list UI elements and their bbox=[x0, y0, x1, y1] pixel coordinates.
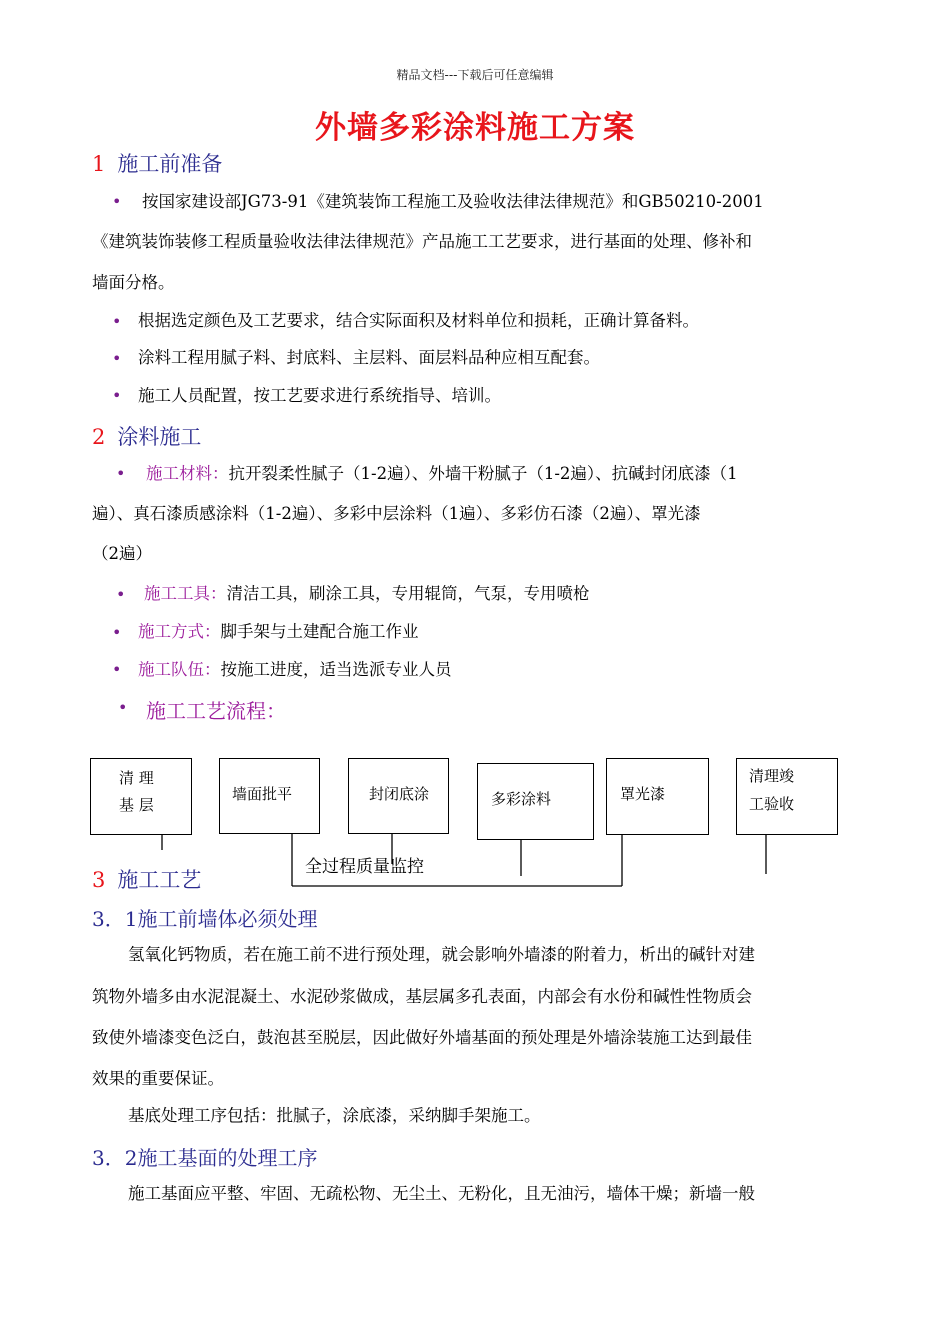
flow-step-2 bbox=[219, 758, 320, 834]
bullet-icon: • bbox=[112, 349, 122, 368]
section-1-number: 1 bbox=[92, 152, 106, 176]
flow-title: 施工工艺流程： bbox=[146, 699, 286, 723]
flow-monitor-label: 全过程质量监控 bbox=[305, 857, 424, 877]
materials-text: 抗开裂柔性腻子（1-2遍）、外墙干粉腻子（1-2遍）、抗碱封闭底漆（1 bbox=[228, 464, 738, 483]
s2-materials-line2: 遍）、真石漆质感涂料（1-2遍）、多彩中层涂料（1遍）、多彩仿石漆（2遍）、罩光漆 bbox=[92, 504, 701, 523]
section-3-heading bbox=[92, 864, 201, 894]
s3-p1-line1: 氢氧化钙物质，若在施工前不进行预处理，就会影响外墙漆的附着力，析出的碱针对建 bbox=[128, 945, 755, 964]
document-title: 外墙多彩涂料施工方案 bbox=[315, 110, 635, 146]
flow-step-1-line1: 清 理 bbox=[119, 769, 154, 787]
flow-step-4 bbox=[477, 763, 594, 840]
tools-text: 清洁工具，刷涂工具，专用辊筒，气泵，专用喷枪 bbox=[226, 584, 590, 603]
subsection-3-2-heading: 3．2施工基面的处理工序 bbox=[92, 1146, 318, 1170]
team-text: 按施工进度，适当选派专业人员 bbox=[220, 660, 452, 679]
flow-step-6-line2: 工验收 bbox=[749, 795, 795, 813]
flow-step-5 bbox=[606, 758, 709, 835]
flow-step-6-line1: 清理竣 bbox=[749, 767, 795, 785]
flow-step-1-line2: 基 层 bbox=[119, 796, 154, 814]
s3-p3: 施工基面应平整、牢固、无疏松物、无尘土、无粉化，且无油污，墙体干燥；新墙一般 bbox=[128, 1184, 755, 1203]
s1-bullet1-line2: 《建筑装饰装修工程质量验收法律法律规范》产品施工工艺要求，进行基面的处理、修补和 bbox=[92, 232, 752, 251]
flow-step-2-label: 墙面批平 bbox=[232, 785, 293, 803]
bullet-icon: • bbox=[112, 623, 122, 642]
s3-p1-line3: 致使外墙漆变色泛白，鼓泡甚至脱层，因此做好外墙基面的预处理是外墙涂装施工达到最佳 bbox=[92, 1028, 752, 1047]
bullet-icon: • bbox=[116, 464, 126, 483]
bullet-icon: • bbox=[116, 585, 126, 604]
header-watermark: 精品文档---下载后可任意编辑 bbox=[396, 68, 554, 82]
bullet-icon: • bbox=[118, 698, 128, 717]
tools-label: 施工工具： bbox=[144, 584, 227, 603]
section-3-title: 施工工艺 bbox=[117, 868, 202, 892]
bullet-icon: • bbox=[112, 386, 122, 405]
flow-step-6 bbox=[736, 758, 838, 835]
method-label: 施工方式： bbox=[138, 622, 221, 641]
section-2-title: 涂料施工 bbox=[117, 425, 202, 449]
section-2-number: 2 bbox=[92, 425, 106, 449]
s3-p1-line2: 筑物外墙多由水泥混凝土、水泥砂浆做成，基层属多孔表面，内部会有水份和碱性性物质会 bbox=[92, 987, 752, 1006]
s1-bullet3: 涂料工程用腻子料、封底料、主层料、面层料品种应相互配套。 bbox=[138, 348, 600, 367]
section-1-title: 施工前准备 bbox=[117, 152, 223, 176]
bullet-icon: • bbox=[112, 312, 122, 331]
materials-label: 施工材料： bbox=[146, 464, 229, 483]
s1-bullet1-line3: 墙面分格。 bbox=[92, 273, 175, 292]
section-3-number: 3 bbox=[92, 868, 106, 892]
flow-step-3 bbox=[348, 758, 449, 834]
bullet-icon: • bbox=[112, 660, 122, 679]
bullet-icon: • bbox=[112, 192, 122, 211]
s3-p1-line4: 效果的重要保证。 bbox=[92, 1069, 224, 1088]
s3-p2: 基底处理工序包括：批腻子，涂底漆，采纳脚手架施工。 bbox=[128, 1106, 541, 1125]
s1-bullet1-line1: 按国家建设部JG73-91《建筑装饰工程施工及验收法律法律规范》和GB50210-2001 bbox=[142, 192, 764, 211]
s1-bullet2: 根据选定颜色及工艺要求，结合实际面积及材料单位和损耗，正确计算备料。 bbox=[138, 311, 699, 330]
subsection-3-1-heading: 3．1施工前墙体必须处理 bbox=[92, 907, 318, 931]
method-text: 脚手架与土建配合施工作业 bbox=[220, 622, 419, 641]
s1-bullet4: 施工人员配置，按工艺要求进行系统指导、培训。 bbox=[138, 386, 501, 405]
flow-step-1 bbox=[90, 758, 192, 835]
flow-step-5-label: 罩光漆 bbox=[620, 785, 666, 803]
team-label: 施工队伍： bbox=[138, 660, 221, 679]
s2-materials-line3: （2遍） bbox=[92, 544, 152, 563]
flow-step-4-label: 多彩涂料 bbox=[491, 790, 552, 808]
flow-step-3-label: 封闭底涂 bbox=[369, 785, 430, 803]
